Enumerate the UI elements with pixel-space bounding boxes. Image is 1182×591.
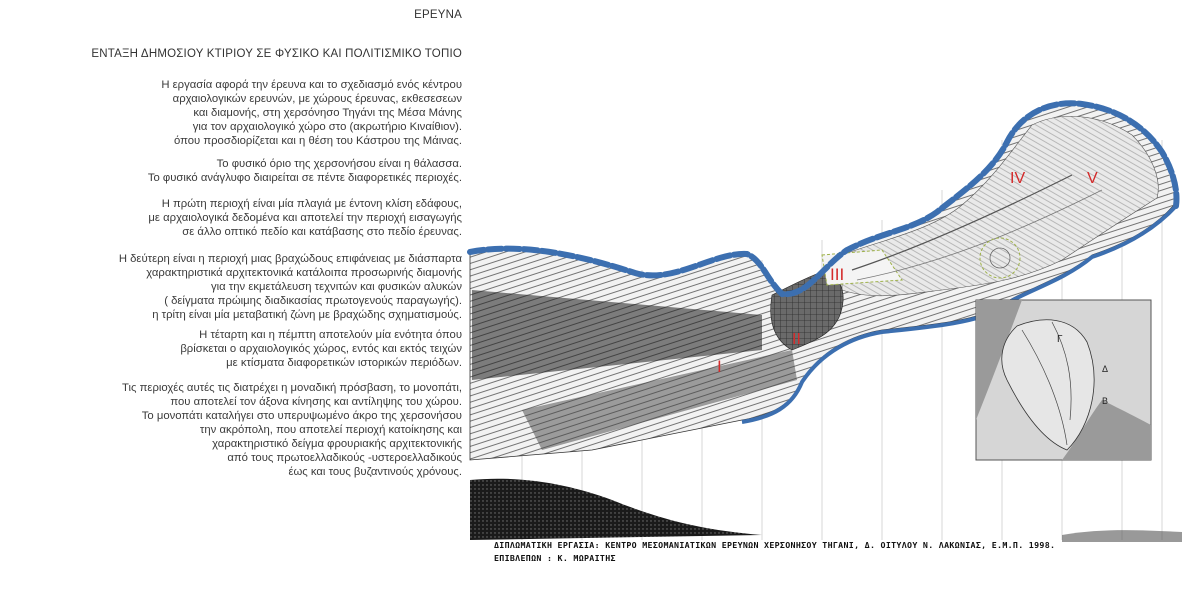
site-plan-drawing	[462, 80, 1182, 580]
paragraph-3-line-2: με αρχαιολογικά δεδομένα και αποτελεί την περιοχή εισαγωγής	[148, 212, 462, 224]
paragraph-4-line-4: ( δείγματα πρώιμης διαδικασίας πρωτογενούς παραγωγής).	[164, 295, 462, 307]
paragraph-5-line-3: με κτίσματα διαφορετικών ιστορικών περιόδων.	[226, 357, 462, 369]
paragraph-1-line-3: και διαμονής, στη χερσόνησο Τηγάνι της Μέσα Μάνης	[193, 107, 462, 119]
inset-plan	[976, 300, 1151, 460]
paragraph-4-line-5: η τρίτη είναι μία μεταβατική ζώνη με βραχώδης σχηματισμούς.	[152, 309, 462, 321]
paragraph-6-line-5: χαρακτηριστικό δείγμα φρουριακής αρχιτεκτονικής	[212, 438, 462, 450]
paragraph-1-line-2: αρχαιολογικών ερευνών, με χώρους έρευνας, εκθεσεσεων	[172, 93, 462, 105]
coastal-rocks	[470, 479, 762, 540]
coastal-rocks-right	[1062, 530, 1182, 542]
zone-label-3: III	[830, 265, 845, 284]
zone-label-2: II	[792, 331, 801, 348]
paragraph-6-line-4: την ακρόπολη, που αποτελεί περιοχή κατοίκησης και	[199, 424, 462, 436]
paragraph-1-line-4: για τον αρχαιολογικό χώρο στο (ακρωτήριο Κιναίθιον).	[192, 121, 462, 133]
page-subtitle: ΕΝΤΑΞΗ ΔΗΜΟΣΙΟΥ ΚΤΙΡΙΟΥ ΣΕ ΦΥΣΙΚΟ ΚΑΙ ΠΟΛΙΤΙΣΜΙΚΟ ΤΟΠΙΟ	[91, 48, 462, 60]
caption-line-1: ΔΙΠΛΩΜΑΤΙΚΗ ΕΡΓΑΣΙΑ: ΚΕΝΤΡΟ ΜΕΣΟΜΑΝΙΑΤΙΚΩΝ ΕΡΕΥΝΩΝ ΧΕΡΣΟΝΗΣΟΥ ΤΗΓΑΝΙ, Δ. ΟΙΤΥΛΟΥ Ν. ΛΑΚΩΝΙΑΣ, Ε.Μ.Π. 1998.	[494, 540, 1056, 550]
zone-label-5: V	[1087, 170, 1098, 187]
paragraph-6-line-6: από τους πρωτοελλαδικούς -υστεροελλαδικούς	[227, 452, 462, 464]
paragraph-6-line-1: Τις περιοχές αυτές τις διατρέχει η μοναδική πρόσβαση, το μονοπάτι,	[122, 382, 462, 394]
inset-label-beta: Β	[1102, 396, 1109, 406]
paragraph-4-line-2: χαρακτηριστικά αρχιτεκτονικά κατάλοιπα προσωρινής διαμονής	[146, 267, 462, 279]
paragraph-3-line-3: σε άλλο οπτικό πεδίο και κατάβασης στο πεδίο έρευνας.	[182, 226, 462, 238]
paragraph-4-line-1: Η δεύτερη είναι η περιοχή μιας βραχώδους επιφάνειας με διάσπαρτα	[118, 253, 462, 265]
paragraph-3-line-1: Η πρώτη περιοχή είναι μία πλαγιά με έντονη κλίση εδάφους,	[161, 198, 462, 210]
paragraph-5-line-1: Η τέταρτη και η πέμπτη αποτελούν μία ενότητα όπου	[199, 329, 462, 341]
page-title: ΕΡΕΥΝΑ	[414, 9, 462, 21]
zone-label-4: IV	[1010, 170, 1026, 187]
zone-label-1: I	[717, 357, 722, 376]
paragraph-2-line-2: Το φυσικό ανάγλυφο διαιρείται σε πέντε διαφορετικές περιοχές.	[147, 172, 462, 184]
paragraph-6-line-2: που αποτελεί τον άξονα κίνησης και αντίληψης του χώρου.	[170, 396, 462, 408]
paragraph-2-line-1: Το φυσικό όριο της χερσονήσου είναι η θάλασσα.	[216, 158, 462, 170]
caption-line-2: ΕΠΙΒΛΕΠΩΝ : Κ. ΜΩΡΑΙΤΗΣ	[494, 553, 616, 563]
paragraph-4-line-3: για την εκμετάλευση τεχνιτών και φυσικών αλυκών	[210, 281, 462, 293]
site-plan-map	[462, 80, 1182, 580]
paragraph-6-line-7: έως και τους βυζαντινούς χρόνους.	[288, 466, 462, 478]
inset-label-gamma: Γ	[1057, 334, 1063, 345]
paragraph-1-line-5: όπου προσδιορίζεται και η θέση του Κάστρου της Μάινας.	[173, 135, 462, 147]
paragraph-6-line-3: Το μονοπάτι καταλήγει στο υπερυψωμένο άκρο της χερσονήσου	[141, 410, 462, 422]
paragraph-1-line-1: Η εργασία αφορά την έρευνα και το σχεδιασμό ενός κέντρου	[161, 79, 462, 91]
paragraph-5-line-2: βρίσκεται ο αρχαιολογικός χώρος, εντός και εκτός τειχών	[180, 343, 462, 355]
inset-label-delta: Δ	[1102, 364, 1109, 374]
